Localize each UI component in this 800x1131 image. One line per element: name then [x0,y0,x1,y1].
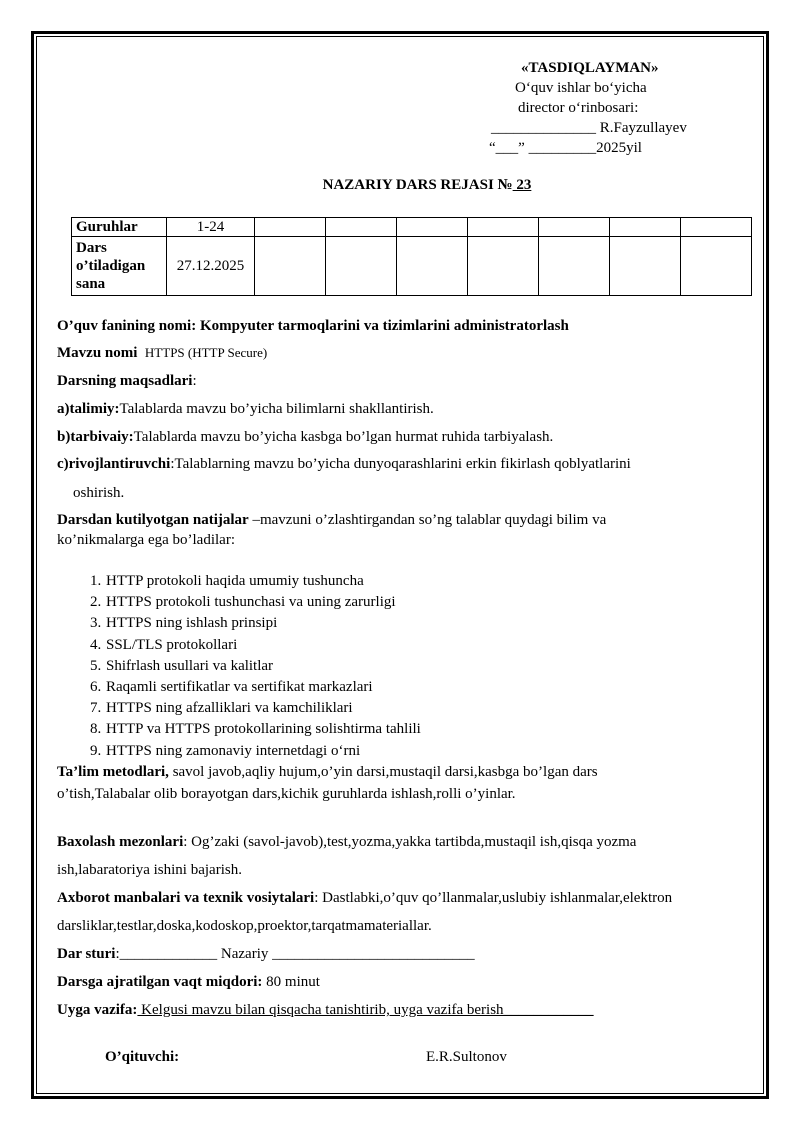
table-cell [539,218,610,237]
goal-b-text: Talablarda mavzu bo’yicha kasbga bo’lgan hurmat ruhida tarbiyalash. [133,429,554,445]
methods-label: Ta’lim metodlari, [57,764,169,780]
table-cell [468,237,539,296]
assessment-continuation: ish,labaratoriya ishini bajarish. [57,862,242,878]
methods [57,764,598,781]
approval-date: “___” _________2025yil [489,140,642,156]
assessment [57,834,636,851]
list-item: 8. HTTP va HTTPS protokollarining solishtirma tahlili [105,719,421,740]
approval-line-1: O‘quv ishlar bo‘yicha [515,80,647,96]
goal-a-label: a)talimiy: [57,401,120,417]
resources-text: : Dastlabki,o’quv qo’llanmalar,uslubiy ishlanmalar,elektron [314,890,673,906]
table-cell [681,218,752,237]
outcomes-intro-continuation: ko’nikmalarga ega bo’ladilar: [57,532,235,548]
goal-c [57,456,631,473]
duration-label: Darsga ajratilgan vaqt miqdori: [57,974,263,990]
outcomes-label: Darsdan kutilyotgan natijalar [57,512,249,528]
lesson-date-label [72,237,167,296]
resources-continuation: darsliklar,testlar,doska,kodoskop,proektor,tarqatmamateriallar. [57,918,432,934]
approval-heading: «TASDIQLAYMAN» [521,60,659,76]
goal-c-label: c)rivojlantiruvchi [57,456,171,472]
teacher-label: O’qituvchi: [105,1049,180,1065]
list-item: 2. HTTPS protokoli tushunchasi va uning zarurligi [105,592,421,613]
groups-value: 1-24 [167,218,255,237]
goal-a-text: Talablarda mavzu bo’yicha bilimlarni shakllantirish. [119,401,434,417]
table-cell [255,237,326,296]
duration-value: 80 minut [262,974,320,990]
lesson-type-value: :_____________ Nazariy ___________________________ [115,946,475,962]
list-item: 7. HTTPS ning afzalliklari va kamchiliklari [105,698,421,719]
list-item: 5. Shifrlash usullari va kalitlar [105,656,421,677]
title-number: 23 [512,177,532,193]
list-item: 9. HTTPS ning zamonaviy internetdagi o‘rni [105,741,421,762]
lesson-type [57,946,475,963]
teacher-name: E.R.Sultonov [426,1049,507,1065]
table-cell [397,237,468,296]
goal-c-continuation: oshirish. [73,485,125,501]
lesson-date-label-line: Dars [76,240,107,256]
duration [57,974,320,991]
page-border-inner [36,36,764,1094]
goal-b-label: b)tarbivaiy: [57,429,134,445]
goals-label: Darsning maqsadlari [57,373,193,389]
table-cell [539,237,610,296]
list-item: 1. HTTP protokoli haqida umumiy tushuncha [105,571,421,592]
topic-name [57,345,267,362]
table-cell [255,218,326,237]
lesson-date-value: 27.12.2025 [167,237,255,296]
approval-line-2: director o‘rinbosari: [518,100,639,116]
title-prefix: NAZARIY DARS REJASI № [322,177,513,193]
table-cell [326,218,397,237]
approval-signature: ______________ R.Fayzullayev [491,120,687,136]
topic-value: HTTPS (HTTP Secure) [144,345,268,360]
groups-label: Guruhlar [72,218,167,237]
course-name [57,318,569,335]
topic-label: Mavzu nomi [57,345,138,361]
assessment-label: Baxolash mezonlari [57,834,184,850]
list-item: 6. Raqamli sertifikatlar va sertifikat markazlari [105,677,421,698]
methods-text: savol javob,aqliy hujum,o’yin darsi,mustaqil darsi,kasbga bo’lgan dars [168,764,598,780]
list-item: 3. HTTPS ning ishlash prinsipi [105,613,421,634]
goals-colon: : [192,373,197,389]
lesson-type-label: Dar sturi [57,946,116,962]
groups-table [71,217,752,296]
table-cell [681,237,752,296]
methods-continuation: o’tish,Talabalar olib borayotgan dars,kichik guruhlarda ishlash,rolli o’yinlar. [57,786,516,802]
assessment-text: : Og’zaki (savol-javob),test,yozma,yakka tartibda,mustaqil ish,qisqa yozma [183,834,637,850]
page-title [0,177,800,194]
lesson-date-label-line: o’tiladigan [76,258,146,274]
outcomes-intro [57,512,606,529]
goals-heading [57,373,197,390]
course-value: Kompyuter tarmoqlarini va tizimlarini administratorlash [196,318,569,334]
table-cell [468,218,539,237]
table-cell [610,237,681,296]
course-label: O’quv fanining nomi: [57,318,197,334]
table-cell [397,218,468,237]
outcomes-list [57,571,421,762]
list-item: 4. SSL/TLS protokollari [105,635,421,656]
lesson-date-label-line: sana [76,276,106,292]
resources [57,890,672,907]
table-row [72,237,752,296]
table-cell [326,237,397,296]
goal-c-text: :Talablarning mavzu bo’yicha dunyoqarashlarini erkin fikirlash qoblyatlarini [170,456,631,472]
resources-label: Axborot manbalari va texnik vosiytalari [57,890,315,906]
table-row [72,218,752,237]
outcomes-text: –mavzuni o’zlashtirgandan so’ng talablar quydagi bilim va [248,512,607,528]
table-cell [610,218,681,237]
homework-value: Kelgusi mavzu bilan qisqacha tanishtirib, uyga vazifa berish____________ [137,1002,594,1018]
homework-label: Uyga vazifa: [57,1002,138,1018]
goal-b [57,429,553,446]
homework [57,1002,594,1019]
goal-a [57,401,434,418]
